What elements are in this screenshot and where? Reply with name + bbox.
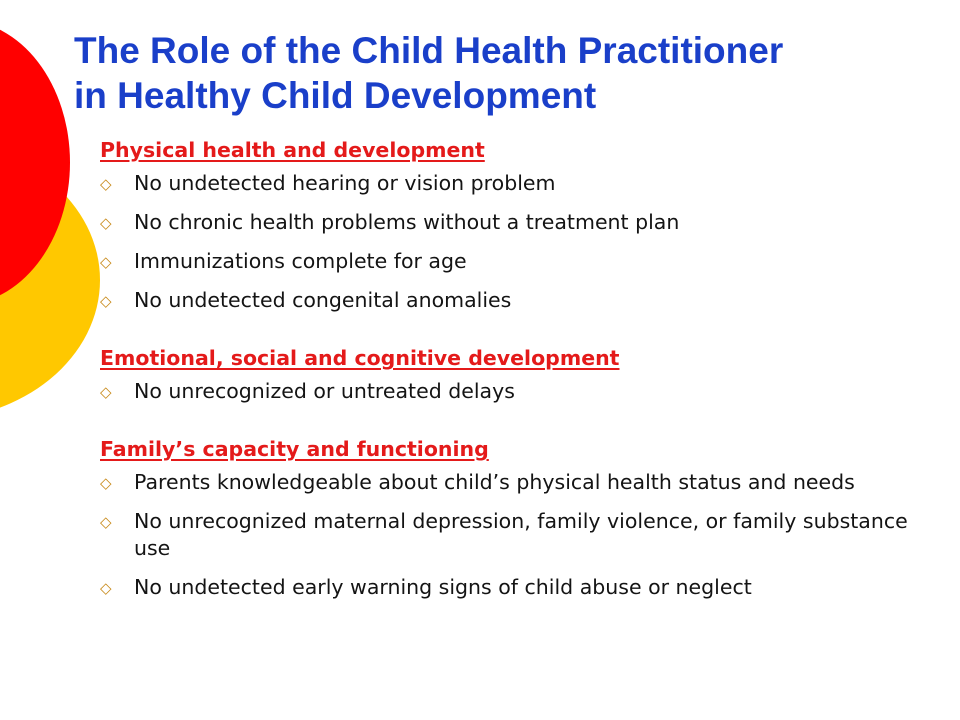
list-item [100,170,950,197]
slide-content [100,134,950,601]
list-item-text: No unrecognized maternal depression, family violence, or family substance use [134,509,908,560]
section-emotional-development [100,342,950,405]
section-spacer [100,314,950,342]
list-item [100,574,950,601]
bullet-list [100,469,950,601]
bullet-list [100,378,950,405]
list-item [100,287,950,314]
diamond-bullet-icon: ◇ [100,579,112,597]
list-item-text: Immunizations complete for age [134,249,467,273]
diamond-bullet-icon: ◇ [100,292,112,310]
diamond-bullet-icon: ◇ [100,214,112,232]
list-item [100,248,950,275]
diamond-bullet-icon: ◇ [100,253,112,271]
list-item [100,469,950,496]
list-item-text: No undetected hearing or vision problem [134,171,556,195]
list-item-text: No unrecognized or untreated delays [134,379,515,403]
section-heading: Physical health and development [100,138,485,162]
list-item [100,378,950,405]
slide-title: The Role of the Child Health Practitioner in Healthy Child Development [74,30,784,116]
list-item-text: Parents knowledgeable about child’s physical health status and needs [134,470,855,494]
list-item-text: No undetected early warning signs of child abuse or neglect [134,575,752,599]
section-spacer [100,405,950,433]
list-item [100,508,950,562]
diamond-bullet-icon: ◇ [100,383,112,401]
section-family-capacity [100,433,950,601]
section-physical-health [100,134,950,314]
section-heading: Emotional, social and cognitive development [100,346,620,370]
list-item [100,209,950,236]
list-item-text: No chronic health problems without a treatment plan [134,210,680,234]
diamond-bullet-icon: ◇ [100,513,112,531]
diamond-bullet-icon: ◇ [100,175,112,193]
bullet-list [100,170,950,314]
diamond-bullet-icon: ◇ [100,474,112,492]
section-heading: Family’s capacity and functioning [100,437,489,461]
list-item-text: No undetected congenital anomalies [134,288,512,312]
